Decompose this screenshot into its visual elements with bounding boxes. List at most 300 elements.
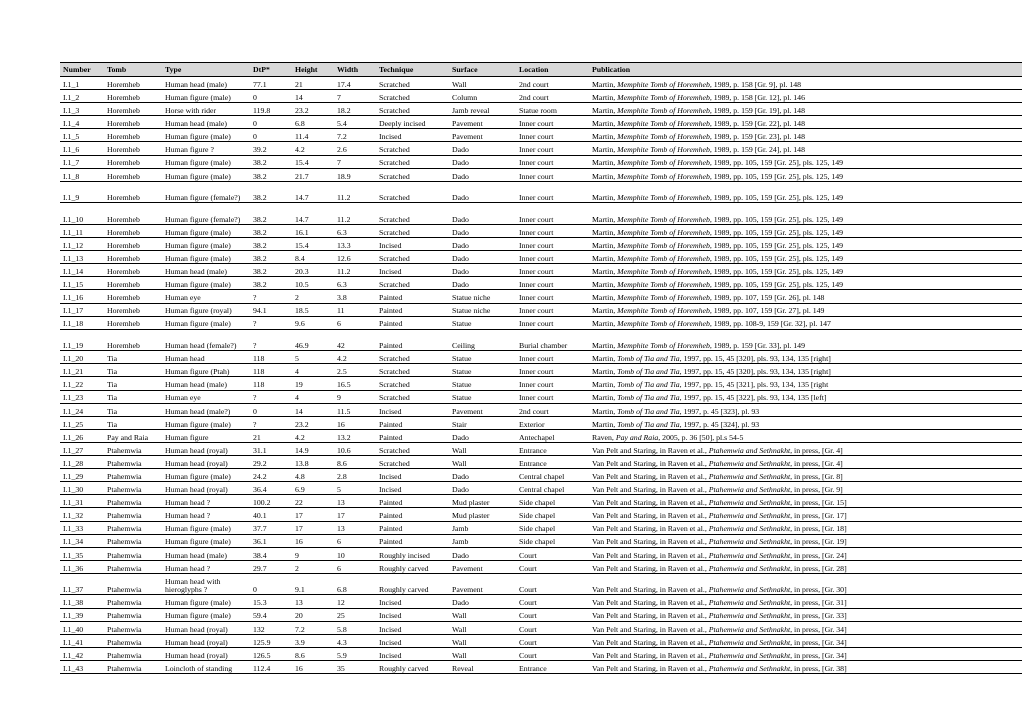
publication-author: Martin,	[592, 419, 618, 429]
cell-dtp: 38.2	[250, 251, 292, 264]
cell-dtp: ?	[250, 329, 292, 351]
cell-publication	[589, 77, 1022, 90]
publication-title: Ptahemwia and Sethnakht	[708, 458, 791, 468]
cell-height: 14	[292, 403, 334, 416]
table-row	[60, 482, 1022, 495]
cell-tomb: Ptahemwia	[104, 482, 162, 495]
cell-height: 4	[292, 390, 334, 403]
cell-type: Human head (male)	[162, 116, 250, 129]
cell-dtp: 100.2	[250, 495, 292, 508]
cell-dtp: 125.9	[250, 634, 292, 647]
cell-number: I.1_37	[60, 573, 104, 595]
table-row	[60, 534, 1022, 547]
publication-reference: , in press, [Gr. 18]	[790, 524, 847, 534]
cell-number: I.1_29	[60, 469, 104, 482]
cell-location: Inner court	[516, 251, 589, 264]
publication-title: Memphite Tomb of Horemheb	[617, 254, 710, 264]
cell-width: 6	[334, 534, 376, 547]
cell-type: Human figure (female?)	[162, 203, 250, 225]
cell-height: 18.5	[292, 303, 334, 316]
publication-title: Tomb of Tia and Tia	[617, 406, 680, 416]
publication-reference: , 1989, p. 159 [Gr. 22], pl. 148	[709, 119, 805, 129]
cell-publication	[589, 316, 1022, 329]
cell-tomb: Horemheb	[104, 224, 162, 237]
cell-width: 4.2	[334, 351, 376, 364]
cell-publication	[589, 482, 1022, 495]
cell-technique: Painted	[376, 303, 449, 316]
cell-tomb: Horemheb	[104, 116, 162, 129]
cell-height: 16.1	[292, 224, 334, 237]
publication-author: Martin,	[592, 267, 618, 277]
cell-number: I.1_31	[60, 495, 104, 508]
publication-reference: , 1989, pp. 105, 159 [Gr. 25], pls. 125, 149	[709, 193, 844, 203]
cell-surface: Dado	[449, 469, 516, 482]
cell-tomb: Tia	[104, 390, 162, 403]
cell-technique: Painted	[376, 495, 449, 508]
table-row	[60, 103, 1022, 116]
publication-title: Memphite Tomb of Horemheb	[617, 145, 710, 155]
cell-publication	[589, 456, 1022, 469]
publication-reference: , 1989, pp. 105, 159 [Gr. 25], pls. 125, 149	[709, 254, 844, 264]
cell-tomb: Tia	[104, 416, 162, 429]
header-type: Type	[162, 63, 250, 77]
cell-surface: Jamb	[449, 534, 516, 547]
cell-dtp: 0	[250, 90, 292, 103]
cell-height: 8.6	[292, 647, 334, 660]
cell-number: I.1_36	[60, 560, 104, 573]
publication-author: Van Pelt and Staring, in Raven et al.,	[592, 524, 709, 534]
publication-author: Van Pelt and Staring, in Raven et al.,	[592, 511, 709, 521]
cell-location: Inner court	[516, 290, 589, 303]
cell-dtp: 94.1	[250, 303, 292, 316]
cell-surface: Statue	[449, 351, 516, 364]
cell-width: 11.2	[334, 264, 376, 277]
publication-title: Ptahemwia and Sethnakht	[708, 563, 791, 573]
publication-reference: , in press, [Gr. 38]	[790, 663, 847, 673]
cell-height: 22	[292, 495, 334, 508]
cell-height: 9	[292, 547, 334, 560]
cell-type: Human figure (male)	[162, 521, 250, 534]
header-row	[60, 63, 1022, 77]
cell-location: Entrance	[516, 442, 589, 455]
cell-height: 16	[292, 660, 334, 673]
cell-publication	[589, 129, 1022, 142]
publication-reference: , 1989, p. 159 [Gr. 23], pl. 148	[709, 132, 805, 142]
cell-type: Human head with hieroglyphs ?	[162, 573, 250, 595]
publication-reference: , 1989, p. 159 [Gr. 24], pl. 148	[709, 145, 805, 155]
cell-type: Human figure (male)	[162, 595, 250, 608]
publication-author: Martin,	[592, 293, 618, 303]
cell-dtp: 0	[250, 403, 292, 416]
cell-surface: Dado	[449, 203, 516, 225]
cell-type: Human figure (male)	[162, 129, 250, 142]
cell-number: I.1_22	[60, 377, 104, 390]
cell-technique: Deeply incised	[376, 116, 449, 129]
cell-surface: Column	[449, 90, 516, 103]
cell-height: 14.7	[292, 203, 334, 225]
cell-height: 11.4	[292, 129, 334, 142]
cell-technique: Scratched	[376, 181, 449, 203]
cell-number: I.1_16	[60, 290, 104, 303]
table-row	[60, 403, 1022, 416]
cell-type: Human figure (male)	[162, 155, 250, 168]
cell-width: 11	[334, 303, 376, 316]
cell-width: 11.5	[334, 403, 376, 416]
cell-technique: Scratched	[376, 168, 449, 181]
publication-title: Ptahemwia and Sethnakht	[708, 611, 791, 621]
cell-number: I.1_23	[60, 390, 104, 403]
cell-type: Human head (royal)	[162, 647, 250, 660]
header-number: Number	[60, 63, 104, 77]
cell-width: 6.3	[334, 277, 376, 290]
publication-author: Van Pelt and Staring, in Raven et al.,	[592, 650, 709, 660]
cell-number: I.1_18	[60, 316, 104, 329]
cell-technique: Incised	[376, 621, 449, 634]
publication-reference: , 1997, p. 45 [323], pl. 93	[679, 406, 760, 416]
cell-number: I.1_26	[60, 429, 104, 442]
cell-type: Human head (male)	[162, 547, 250, 560]
publication-title: Memphite Tomb of Horemheb	[617, 106, 710, 116]
cell-tomb: Ptahemwia	[104, 573, 162, 595]
cell-height: 4.2	[292, 142, 334, 155]
cell-technique: Scratched	[376, 377, 449, 390]
cell-number: I.1_10	[60, 203, 104, 225]
table-row	[60, 621, 1022, 634]
cell-surface: Dado	[449, 142, 516, 155]
table-row	[60, 264, 1022, 277]
cell-technique: Scratched	[376, 142, 449, 155]
cell-type: Human eye	[162, 390, 250, 403]
cell-type: Human figure (male)	[162, 251, 250, 264]
publication-title: Ptahemwia and Sethnakht	[708, 585, 791, 595]
publication-title: Memphite Tomb of Horemheb	[617, 193, 710, 203]
publication-reference: , in press, [Gr. 28]	[790, 563, 847, 573]
cell-technique: Incised	[376, 595, 449, 608]
cell-type: Human figure (female?)	[162, 181, 250, 203]
cell-surface: Mud plaster	[449, 495, 516, 508]
publication-title: Ptahemwia and Sethnakht	[708, 624, 791, 634]
header-width: Width	[334, 63, 376, 77]
cell-height: 9.6	[292, 316, 334, 329]
cell-location: Central chapel	[516, 482, 589, 495]
cell-location: Inner court	[516, 116, 589, 129]
cell-type: Human head (male)	[162, 377, 250, 390]
publication-reference: , in press, [Gr. 33]	[790, 611, 847, 621]
cell-dtp: 39.2	[250, 142, 292, 155]
cell-surface: Dado	[449, 181, 516, 203]
cell-width: 13.2	[334, 429, 376, 442]
cell-tomb: Ptahemwia	[104, 608, 162, 621]
publication-reference: , 1989, p. 159 [Gr. 19], pl. 148	[709, 106, 805, 116]
publication-title: Ptahemwia and Sethnakht	[708, 511, 791, 521]
cell-height: 8.4	[292, 251, 334, 264]
cell-number: I.1_2	[60, 90, 104, 103]
cell-technique: Scratched	[376, 390, 449, 403]
cell-number: I.1_13	[60, 251, 104, 264]
cell-height: 7.2	[292, 621, 334, 634]
table-row	[60, 168, 1022, 181]
cell-number: I.1_42	[60, 647, 104, 660]
cell-publication	[589, 390, 1022, 403]
cell-surface: Wall	[449, 634, 516, 647]
cell-dtp: 24.2	[250, 469, 292, 482]
cell-type: Human head (male)	[162, 77, 250, 90]
table-row	[60, 77, 1022, 90]
cell-tomb: Ptahemwia	[104, 442, 162, 455]
cell-publication	[589, 142, 1022, 155]
cell-surface: Dado	[449, 224, 516, 237]
cell-tomb: Tia	[104, 403, 162, 416]
cell-height: 46.9	[292, 329, 334, 351]
cell-type: Human figure (male)	[162, 416, 250, 429]
cell-tomb: Horemheb	[104, 238, 162, 251]
table-row	[60, 316, 1022, 329]
cell-width: 18.2	[334, 103, 376, 116]
publication-author: Van Pelt and Staring, in Raven et al.,	[592, 663, 709, 673]
cell-width: 25	[334, 608, 376, 621]
cell-height: 21	[292, 77, 334, 90]
cell-height: 14.7	[292, 181, 334, 203]
cell-width: 9	[334, 390, 376, 403]
cell-width: 12	[334, 595, 376, 608]
cell-location: Inner court	[516, 264, 589, 277]
table-row	[60, 508, 1022, 521]
cell-width: 2.8	[334, 469, 376, 482]
publication-title: Ptahemwia and Sethnakht	[708, 637, 791, 647]
cell-height: 20	[292, 608, 334, 621]
publication-title: Memphite Tomb of Horemheb	[617, 293, 710, 303]
cell-location: 2nd court	[516, 77, 589, 90]
cell-dtp: 21	[250, 429, 292, 442]
table-row	[60, 416, 1022, 429]
cell-publication	[589, 264, 1022, 277]
cell-location: Inner court	[516, 277, 589, 290]
publication-author: Martin,	[592, 92, 618, 102]
cell-technique: Incised	[376, 469, 449, 482]
cell-technique: Scratched	[376, 155, 449, 168]
cell-tomb: Horemheb	[104, 168, 162, 181]
publication-reference: , in press, [Gr. 17]	[790, 511, 847, 521]
publication-author: Martin,	[592, 406, 618, 416]
cell-publication	[589, 534, 1022, 547]
cell-technique: Scratched	[376, 224, 449, 237]
cell-location: Inner court	[516, 129, 589, 142]
cell-surface: Dado	[449, 277, 516, 290]
publication-author: Martin,	[592, 145, 618, 155]
publication-title: Memphite Tomb of Horemheb	[617, 280, 710, 290]
publication-author: Martin,	[592, 306, 618, 316]
publication-title: Memphite Tomb of Horemheb	[617, 227, 710, 237]
cell-technique: Roughly carved	[376, 573, 449, 595]
cell-dtp: 118	[250, 351, 292, 364]
cell-width: 5	[334, 482, 376, 495]
publication-reference: , in press, [Gr. 30]	[790, 585, 847, 595]
cell-technique: Painted	[376, 290, 449, 303]
table-row	[60, 390, 1022, 403]
cell-type: Human head (royal)	[162, 634, 250, 647]
publication-reference: , in press, [Gr. 24]	[790, 550, 847, 560]
cell-width: 16	[334, 416, 376, 429]
cell-type: Human head (male?)	[162, 403, 250, 416]
table-row	[60, 364, 1022, 377]
cell-surface: Jamb reveal	[449, 103, 516, 116]
cell-location: Inner court	[516, 203, 589, 225]
table-row	[60, 634, 1022, 647]
cell-dtp: 112.4	[250, 660, 292, 673]
cell-number: I.1_17	[60, 303, 104, 316]
cell-publication	[589, 116, 1022, 129]
cell-dtp: 0	[250, 573, 292, 595]
cell-publication	[589, 403, 1022, 416]
cell-height: 10.5	[292, 277, 334, 290]
publication-title: Memphite Tomb of Horemheb	[617, 319, 710, 329]
cell-publication	[589, 634, 1022, 647]
cell-technique: Scratched	[376, 364, 449, 377]
cell-number: I.1_5	[60, 129, 104, 142]
cell-number: I.1_41	[60, 634, 104, 647]
publication-reference: , in press, [Gr. 9]	[790, 485, 843, 495]
cell-tomb: Horemheb	[104, 329, 162, 351]
cell-surface: Pavement	[449, 403, 516, 416]
publication-reference: , 1997, pp. 15, 45 [321], pls. 93, 134, 135 [right	[679, 380, 829, 390]
cell-width: 11.2	[334, 203, 376, 225]
publication-title: Memphite Tomb of Horemheb	[617, 341, 710, 351]
cell-width: 5.8	[334, 621, 376, 634]
cell-publication	[589, 547, 1022, 560]
cell-height: 21.7	[292, 168, 334, 181]
publication-author: Martin,	[592, 240, 618, 250]
cell-technique: Painted	[376, 508, 449, 521]
cell-technique: Scratched	[376, 456, 449, 469]
cell-location: Central chapel	[516, 469, 589, 482]
cell-width: 2.5	[334, 364, 376, 377]
cell-location: Inner court	[516, 168, 589, 181]
cell-surface: Stair	[449, 416, 516, 429]
cell-type: Human head ?	[162, 560, 250, 573]
cell-location: Side chapel	[516, 521, 589, 534]
cell-number: I.1_8	[60, 168, 104, 181]
header-tomb: Tomb	[104, 63, 162, 77]
table-row	[60, 303, 1022, 316]
table-row	[60, 495, 1022, 508]
table-row	[60, 224, 1022, 237]
cell-location: Antechapel	[516, 429, 589, 442]
cell-number: I.1_33	[60, 521, 104, 534]
table-row	[60, 238, 1022, 251]
cell-publication	[589, 351, 1022, 364]
cell-dtp: 38.4	[250, 547, 292, 560]
graffiti-table-container	[60, 62, 1022, 674]
cell-tomb: Horemheb	[104, 103, 162, 116]
cell-surface: Dado	[449, 547, 516, 560]
table-row	[60, 560, 1022, 573]
cell-tomb: Horemheb	[104, 203, 162, 225]
cell-width: 35	[334, 660, 376, 673]
cell-publication	[589, 508, 1022, 521]
cell-height: 3.9	[292, 634, 334, 647]
cell-surface: Dado	[449, 155, 516, 168]
cell-type: Human figure (male)	[162, 534, 250, 547]
cell-dtp: ?	[250, 290, 292, 303]
cell-publication	[589, 181, 1022, 203]
publication-reference: , 1989, pp. 105, 159 [Gr. 25], pls. 125, 149	[709, 214, 844, 224]
cell-surface: Dado	[449, 251, 516, 264]
cell-technique: Painted	[376, 329, 449, 351]
cell-location: Inner court	[516, 316, 589, 329]
cell-type: Human figure (male)	[162, 224, 250, 237]
cell-publication	[589, 168, 1022, 181]
cell-tomb: Horemheb	[104, 251, 162, 264]
cell-number: I.1_40	[60, 621, 104, 634]
publication-title: Memphite Tomb of Horemheb	[617, 306, 710, 316]
publication-author: Martin,	[592, 341, 618, 351]
publication-reference: , 1989, pp. 107, 159 [Gr. 26], pl. 148	[709, 293, 825, 303]
cell-dtp: 38.2	[250, 203, 292, 225]
cell-location: Entrance	[516, 456, 589, 469]
cell-location: Court	[516, 647, 589, 660]
table-row	[60, 442, 1022, 455]
cell-publication	[589, 660, 1022, 673]
cell-technique: Roughly carved	[376, 560, 449, 573]
cell-tomb: Ptahemwia	[104, 521, 162, 534]
cell-publication	[589, 203, 1022, 225]
cell-tomb: Tia	[104, 377, 162, 390]
cell-height: 15.4	[292, 238, 334, 251]
cell-tomb: Tia	[104, 364, 162, 377]
cell-number: I.1_25	[60, 416, 104, 429]
cell-width: 17	[334, 508, 376, 521]
publication-author: Martin,	[592, 319, 618, 329]
cell-tomb: Horemheb	[104, 264, 162, 277]
cell-number: I.1_7	[60, 155, 104, 168]
publication-author: Van Pelt and Staring, in Raven et al.,	[592, 498, 709, 508]
cell-technique: Painted	[376, 521, 449, 534]
table-row	[60, 203, 1022, 225]
cell-location: Exterior	[516, 416, 589, 429]
cell-dtp: ?	[250, 390, 292, 403]
publication-author: Van Pelt and Staring, in Raven et al.,	[592, 585, 709, 595]
cell-surface: Dado	[449, 264, 516, 277]
publication-title: Ptahemwia and Sethnakht	[708, 537, 791, 547]
cell-publication	[589, 621, 1022, 634]
publication-title: Ptahemwia and Sethnakht	[708, 663, 791, 673]
cell-type: Loincloth of standing	[162, 660, 250, 673]
cell-surface: Statue	[449, 377, 516, 390]
publication-author: Martin,	[592, 214, 618, 224]
cell-type: Human figure (male)	[162, 90, 250, 103]
cell-technique: Scratched	[376, 77, 449, 90]
table-body	[60, 77, 1022, 674]
publication-author: Van Pelt and Staring, in Raven et al.,	[592, 563, 709, 573]
cell-type: Horse with rider	[162, 103, 250, 116]
table-row	[60, 469, 1022, 482]
publication-reference: , 2005, p. 36 [50], pl.s 54-5	[658, 432, 744, 442]
publication-title: Memphite Tomb of Horemheb	[617, 267, 710, 277]
graffiti-table	[60, 62, 1022, 674]
cell-location: Court	[516, 560, 589, 573]
cell-type: Human figure (royal)	[162, 303, 250, 316]
cell-width: 42	[334, 329, 376, 351]
cell-width: 11.2	[334, 181, 376, 203]
cell-type: Human figure (male)	[162, 608, 250, 621]
cell-type: Human head (royal)	[162, 621, 250, 634]
cell-width: 2.6	[334, 142, 376, 155]
cell-dtp: 36.1	[250, 534, 292, 547]
cell-number: I.1_35	[60, 547, 104, 560]
cell-height: 17	[292, 508, 334, 521]
cell-tomb: Ptahemwia	[104, 595, 162, 608]
publication-reference: , in press, [Gr. 19]	[790, 537, 847, 547]
